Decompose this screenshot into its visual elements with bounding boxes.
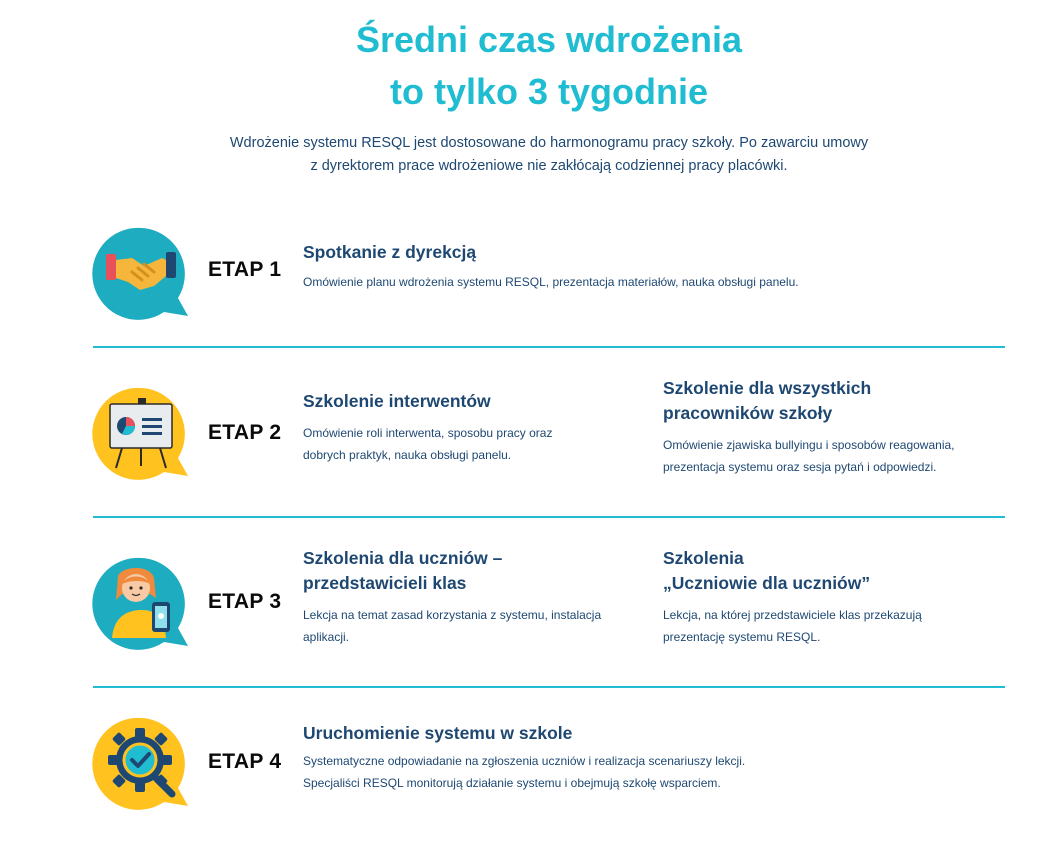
block-title-line-2: „Uczniowie dla uczniów”	[663, 573, 871, 593]
block-title: Szkolenie interwentów	[303, 391, 491, 411]
block-description-line-1: Lekcja na temat zasad korzystania z systemu, instalacja	[303, 608, 602, 622]
stage-3-block-1	[303, 546, 643, 648]
gear-check-magnifier-icon	[92, 714, 192, 810]
block-description-line-2: aplikacji.	[303, 630, 350, 644]
stage-label: ETAP 4	[208, 750, 282, 773]
block-title: Uruchomienie systemu w szkole	[303, 723, 573, 743]
student-with-phone-icon	[92, 554, 192, 650]
stage-4-block	[303, 721, 803, 794]
block-title	[303, 546, 643, 596]
block-description-line-2: dobrych praktyk, nauka obsługi panelu.	[303, 448, 512, 462]
block-title: Spotkanie z dyrekcją	[303, 242, 477, 262]
block-title-line-1: Szkolenia dla uczniów –	[303, 548, 503, 568]
divider	[93, 516, 1005, 518]
block-description-line-2: Specjaliści RESQL monitorują działanie systemu i obejmują szkołę wsparciem.	[303, 776, 721, 790]
intro-line-2: z dyrektorem prace wdrożeniowe nie zakłócają codziennej pracy placówki.	[310, 158, 788, 174]
stage-label: ETAP 2	[208, 421, 282, 444]
block-description-line-1: Systematyczne odpowiadanie na zgłoszenia uczniów i realizacja scenariuszy lekcji.	[303, 754, 746, 768]
block-title-line-1: Szkolenie dla wszystkich	[663, 378, 872, 398]
divider	[93, 346, 1005, 348]
block-title	[663, 376, 1003, 426]
divider	[93, 686, 1005, 688]
block-description: Omówienie planu wdrożenia systemu RESQL, prezentacja materiałów, nauka obsługi panelu.	[303, 275, 799, 289]
block-description-line-1: Omówienie roli interwenta, sposobu pracy oraz	[303, 426, 553, 440]
block-description-line-2: prezentację systemu RESQL.	[663, 630, 821, 644]
page-title-line-1: Średni czas wdrożenia	[355, 19, 743, 60]
intro-line-1: Wdrożenie systemu RESQL jest dostosowane do harmonogramu pracy szkoły. Po zawarciu umowy	[229, 135, 869, 151]
page-title-line-2: to tylko 3 tygodnie	[389, 71, 709, 112]
stage-1-block	[303, 240, 803, 293]
intro-text	[0, 132, 1058, 178]
block-description	[303, 604, 643, 648]
presentation-board-icon	[92, 384, 192, 480]
stage-label: ETAP 3	[208, 590, 282, 613]
block-title-line-2: przedstawicieli klas	[303, 573, 467, 593]
stage-3-block-2	[663, 546, 1003, 648]
block-description	[303, 422, 643, 466]
block-description-line-1: Omówienie zjawiska bullyingu i sposobów reagowania,	[663, 438, 955, 452]
block-description-line-2: prezentacja systemu oraz sesja pytań i odpowiedzi.	[663, 460, 937, 474]
block-description-line-1: Lekcja, na której przedstawiciele klas przekazują	[663, 608, 922, 622]
stage-2-block-2	[663, 376, 1003, 478]
block-description	[303, 750, 803, 794]
block-title-line-1: Szkolenia	[663, 548, 744, 568]
page-title	[0, 14, 1058, 118]
block-description	[663, 434, 1003, 478]
block-title	[663, 546, 1003, 596]
block-description	[663, 604, 1003, 648]
handshake-icon	[92, 224, 192, 320]
stage-label: ETAP 1	[208, 258, 282, 281]
stage-2-block-1	[303, 389, 643, 466]
block-title-line-2: pracowników szkoły	[663, 403, 833, 423]
